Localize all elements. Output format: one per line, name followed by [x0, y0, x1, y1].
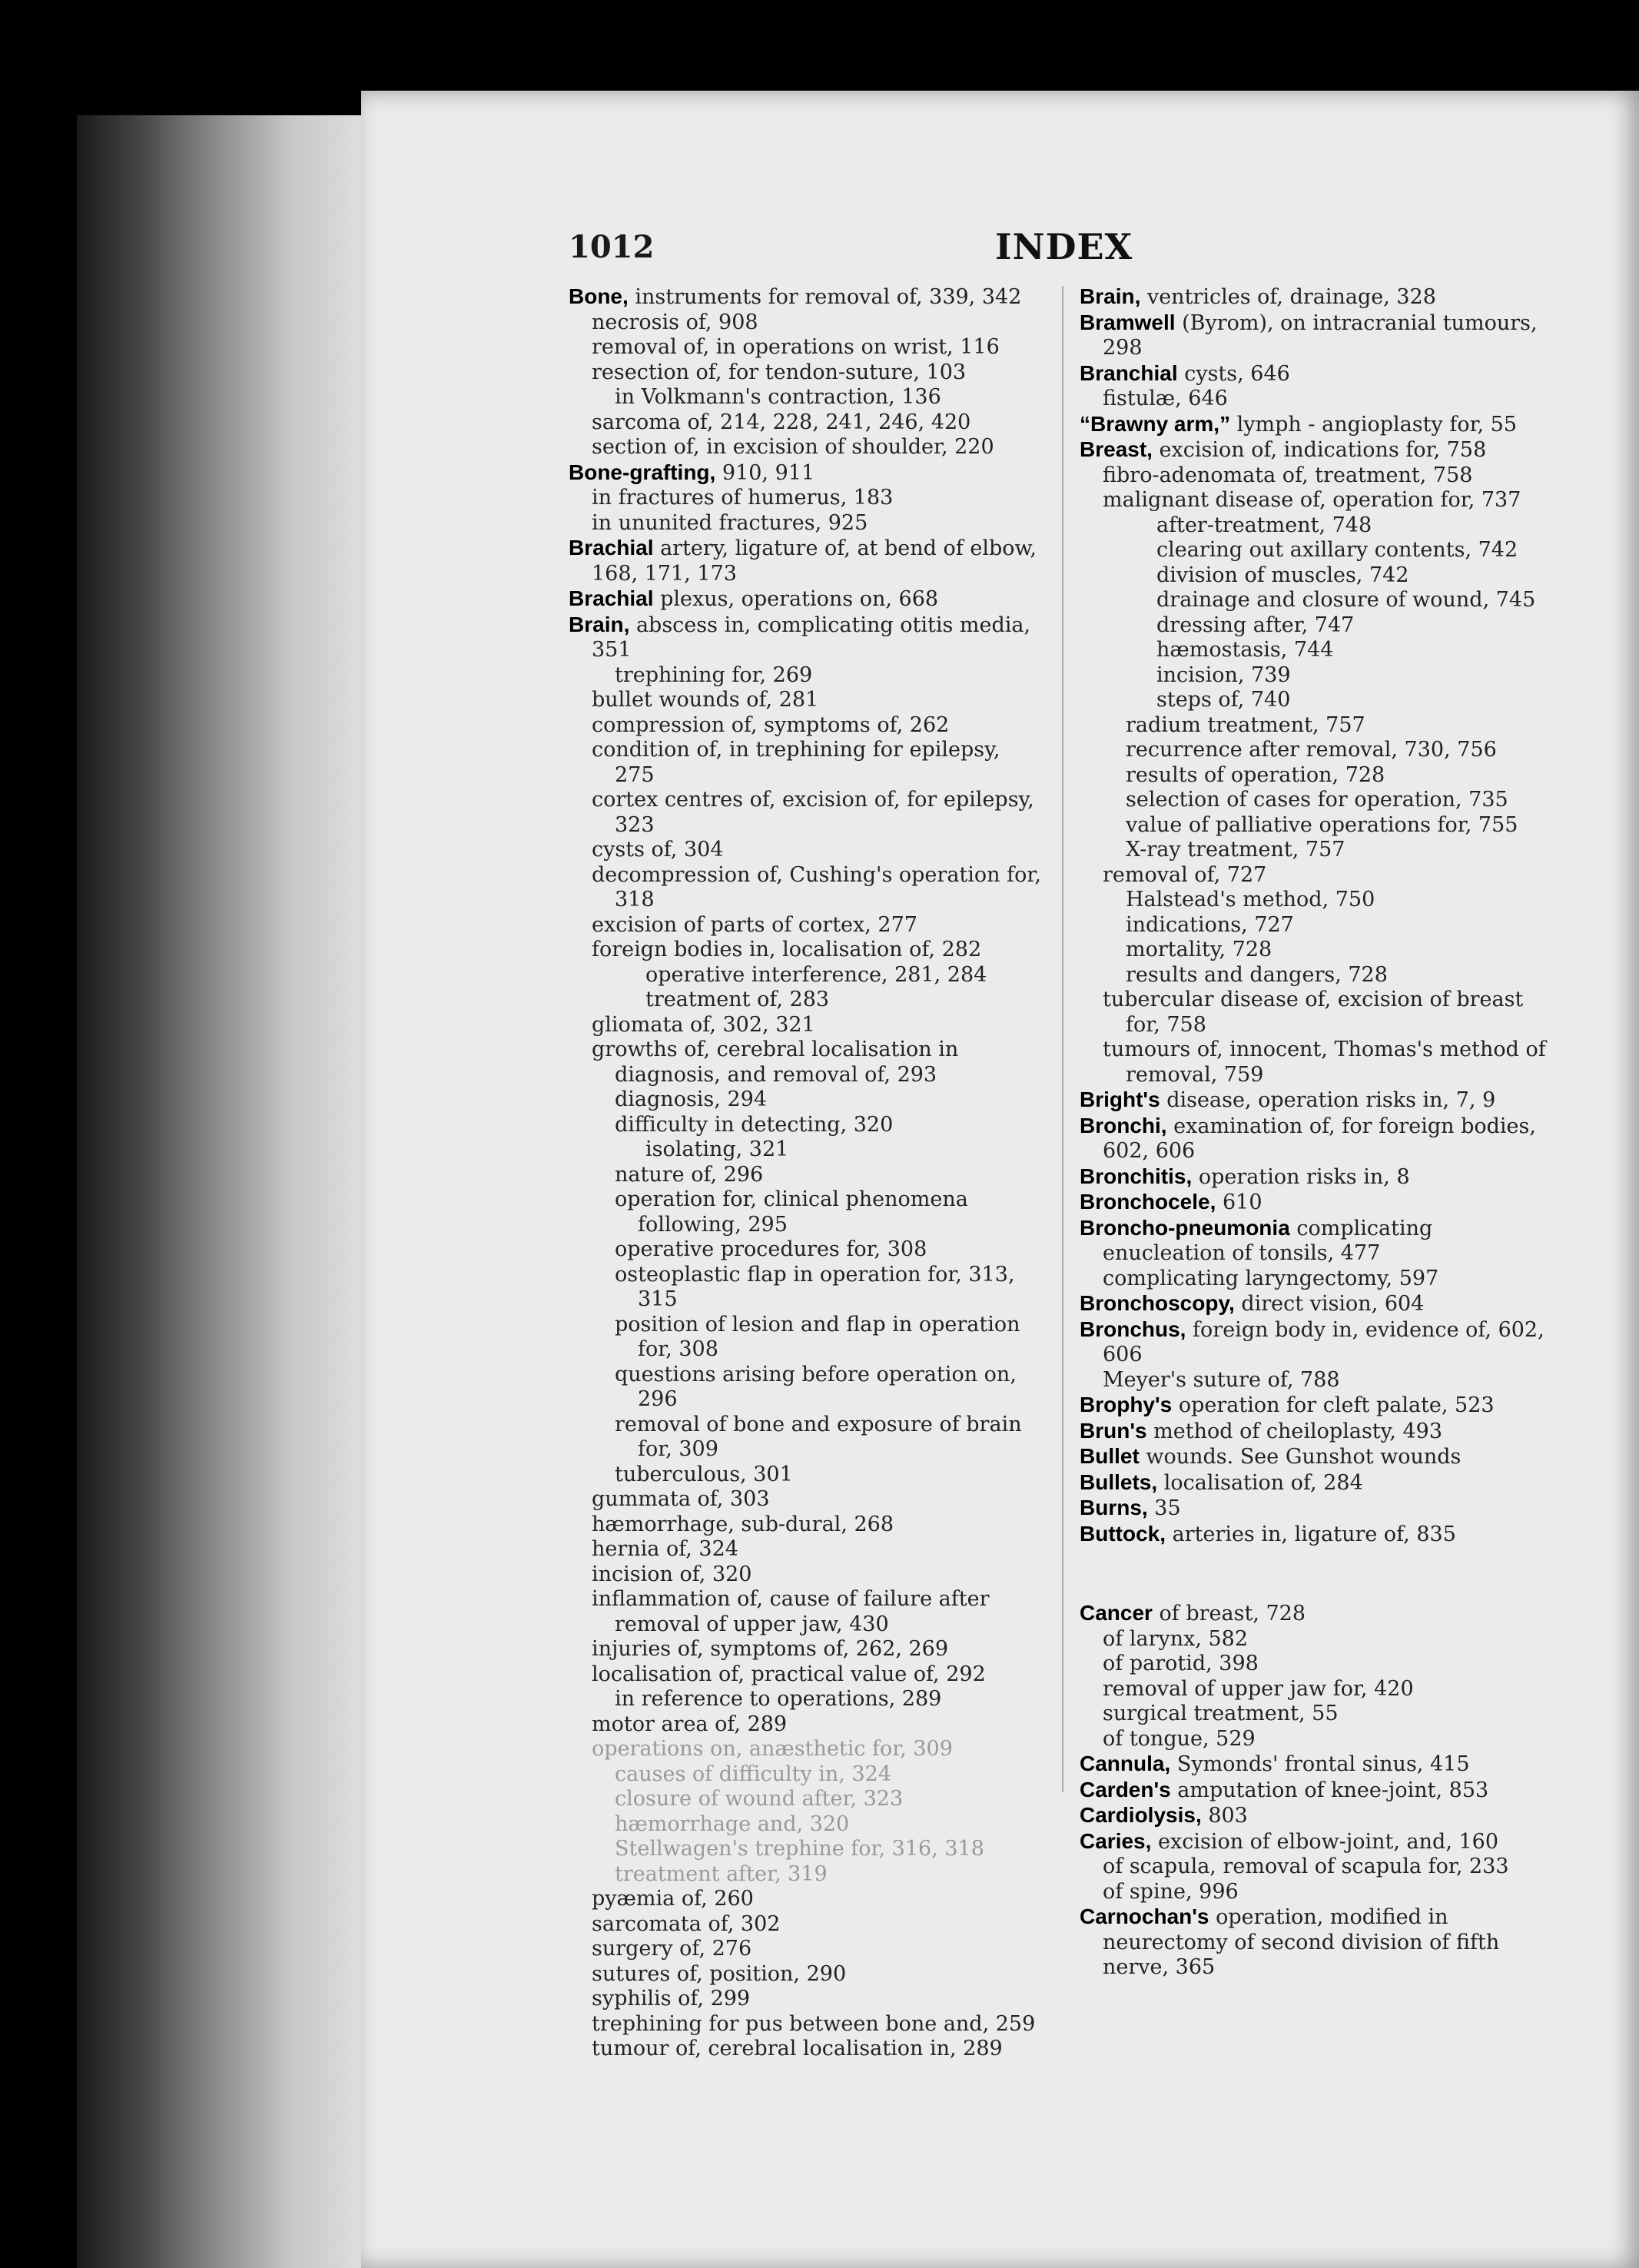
index-entry-text: after-treatment, 748 — [1156, 513, 1372, 537]
index-entry — [592, 511, 1045, 536]
index-heading: Bronchus, — [1080, 1317, 1186, 1341]
index-entry-text: operations on, anæsthetic for, 309 — [592, 1737, 953, 1761]
index-entry-text: clearing out axillary contents, 742 — [1156, 538, 1518, 562]
index-entry — [592, 1662, 1045, 1688]
index-entry — [1156, 613, 1556, 639]
index-heading: Brophy's — [1080, 1393, 1173, 1416]
index-entry-text: localisation of, practical value of, 292 — [592, 1662, 986, 1686]
index-entry — [1080, 437, 1556, 463]
index-entry-text: section of, in excision of shoulder, 220 — [592, 435, 994, 459]
index-entry — [1080, 1216, 1556, 1267]
page-header — [0, 226, 1639, 275]
index-entry — [1126, 938, 1556, 963]
index-heading: Carnochan's — [1080, 1904, 1209, 1928]
index-column-left — [569, 284, 1045, 2062]
index-entry-text: injuries of, symptoms of, 262, 269 — [592, 1637, 949, 1661]
index-entry-text: ventricles of, drainage, 328 — [1140, 285, 1436, 309]
index-entry-text: steps of, 740 — [1156, 688, 1291, 712]
index-heading: Bone-grafting, — [569, 460, 716, 484]
index-entry — [1103, 988, 1556, 1038]
index-entry — [592, 1887, 1045, 1912]
index-heading: Bronchitis, — [1080, 1164, 1193, 1188]
index-heading: Bullet — [1080, 1444, 1140, 1468]
index-entry — [592, 335, 1045, 360]
index-entry-text: lymph - angioplasty for, 55 — [1230, 412, 1518, 437]
index-heading: Brachial — [569, 536, 654, 560]
index-entry — [592, 1912, 1045, 1938]
index-entry — [645, 1137, 1045, 1163]
index-entry-text: causes of difficulty in, 324 — [615, 1762, 892, 1786]
index-entry-text: hæmostasis, 744 — [1156, 638, 1334, 662]
index-entry-text: cysts of, 304 — [592, 838, 724, 862]
index-entry-text: wounds. See Gunshot wounds — [1139, 1445, 1461, 1469]
index-entry — [1126, 888, 1556, 913]
index-entry-text: results of operation, 728 — [1126, 762, 1385, 787]
index-entry-text: mortality, 728 — [1126, 938, 1272, 961]
index-heading: Bright's — [1080, 1088, 1160, 1111]
index-entry-text: motor area of, 289 — [592, 1712, 788, 1736]
index-entry — [615, 1787, 1045, 1812]
index-entry-text: incision of, 320 — [592, 1562, 752, 1586]
index-entry-text: tubercular disease of, excision of breast for, 758 — [1103, 988, 1524, 1037]
index-entry — [1103, 863, 1556, 888]
index-entry — [615, 1762, 1045, 1788]
index-entry — [645, 963, 1045, 988]
index-heading: Cardiolysis, — [1080, 1803, 1202, 1827]
index-entry-text: operative procedures for, 308 — [615, 1237, 927, 1261]
index-entry — [1080, 412, 1556, 438]
index-entry — [569, 586, 1045, 613]
index-entry — [1126, 813, 1556, 838]
index-heading: Broncho-pneumonia — [1080, 1215, 1290, 1240]
index-entry-text: fistulæ, 646 — [1103, 387, 1228, 410]
index-entry — [1080, 1393, 1556, 1419]
index-entry-text: in reference to operations, 289 — [615, 1687, 942, 1711]
index-heading: Bronchoscopy, — [1080, 1291, 1235, 1315]
index-entry-text: sarcomata of, 302 — [592, 1911, 781, 1936]
index-entry-text: incision, 739 — [1156, 662, 1291, 687]
index-entry — [1103, 1627, 1556, 1652]
index-entry — [615, 1812, 1045, 1838]
index-entry — [1103, 1677, 1556, 1702]
index-heading: Brun's — [1080, 1418, 1147, 1443]
running-head: INDEX — [995, 226, 1133, 267]
index-entry-text: operation for cleft palate, 523 — [1172, 1393, 1495, 1417]
index-entry-text: direct vision, 604 — [1234, 1292, 1425, 1316]
index-entry — [615, 1837, 1045, 1862]
index-entry-text: recurrence after removal, 730, 756 — [1126, 738, 1497, 762]
index-entry-text: in ununited fractures, 925 — [592, 510, 868, 535]
index-entry-text: localisation of, 284 — [1157, 1470, 1363, 1495]
index-heading: Breast, — [1080, 437, 1153, 461]
index-entry — [1156, 688, 1556, 713]
index-heading: Burns, — [1080, 1496, 1148, 1519]
index-heading: Bronchocele, — [1080, 1190, 1216, 1214]
index-entry — [615, 1862, 1045, 1888]
index-entry-text: growths of, cerebral localisation in diagnosis, and removal of, 293 — [592, 1038, 959, 1087]
index-entry — [615, 1413, 1045, 1463]
index-entry-text: of breast, 728 — [1152, 1602, 1306, 1625]
index-entry-text: complicating laryngectomy, 597 — [1103, 1266, 1439, 1290]
index-entry — [1080, 1904, 1556, 1981]
index-entry — [615, 1113, 1045, 1138]
index-entry — [1080, 1444, 1556, 1470]
index-entry — [1103, 463, 1556, 489]
index-entry-text: in fractures of humerus, 183 — [592, 486, 894, 510]
index-entry — [645, 988, 1045, 1013]
index-entry-text: division of muscles, 742 — [1156, 563, 1409, 587]
index-entry — [592, 913, 1045, 938]
index-entry-text: Stellwagen's trephine for, 316, 318 — [615, 1837, 984, 1861]
index-entry — [592, 1637, 1045, 1662]
index-entry — [592, 788, 1045, 838]
index-heading: Branchial — [1080, 360, 1178, 385]
index-heading: Bone, — [569, 284, 629, 308]
index-entry-text: of scapula, removal of scapula for, 233 — [1103, 1855, 1509, 1878]
index-entry-text: diagnosis, 294 — [615, 1088, 767, 1111]
index-entry-text: abscess in, complicating otitis media, 351 — [592, 613, 1031, 662]
index-entry-text: nature of, 296 — [615, 1162, 764, 1187]
index-entry — [592, 2037, 1045, 2062]
index-entry — [1103, 1267, 1556, 1292]
index-entry-text: trephining for pus between bone and, 259 — [592, 2011, 1036, 2036]
index-heading: Buttock, — [1080, 1521, 1166, 1546]
index-entry-text: removal of upper jaw for, 420 — [1103, 1676, 1414, 1701]
index-entry — [592, 1962, 1045, 1987]
index-entry — [1080, 1291, 1556, 1317]
index-entry-text: decompression of, Cushing's operation for, 318 — [592, 862, 1041, 912]
index-entry — [1080, 1190, 1556, 1216]
index-entry — [592, 738, 1045, 788]
index-entry — [592, 310, 1045, 336]
index-entry — [1103, 387, 1556, 412]
index-entry-text: arteries in, ligature of, 835 — [1166, 1522, 1456, 1546]
index-column-right — [1080, 284, 1556, 1981]
index-entry-text: dressing after, 747 — [1156, 613, 1355, 637]
index-entry-text: amputation of knee-joint, 853 — [1170, 1778, 1489, 1802]
index-entry-text: isolating, 321 — [645, 1137, 789, 1161]
index-entry-text: radium treatment, 757 — [1126, 712, 1365, 737]
index-entry-text: Halstead's method, 750 — [1126, 888, 1375, 912]
index-entry-text: trephining for, 269 — [615, 662, 813, 687]
index-entry — [1080, 1088, 1556, 1114]
index-entry — [1080, 1601, 1556, 1627]
index-entry — [592, 1587, 1045, 1637]
index-entry-text: of larynx, 582 — [1103, 1626, 1249, 1651]
index-entry — [1080, 284, 1556, 310]
index-entry-text: results and dangers, 728 — [1126, 962, 1388, 987]
index-entry — [1080, 1317, 1556, 1368]
index-entry — [569, 536, 1045, 586]
book-page-edges — [77, 115, 384, 2268]
index-heading: Caries, — [1080, 1828, 1152, 1853]
index-entry-text: excision of parts of cortex, 277 — [592, 912, 917, 937]
index-entry-text: resection of, for tendon-suture, 103 — [592, 360, 967, 384]
index-entry-text: cysts, 646 — [1177, 361, 1290, 386]
index-entry — [1156, 588, 1556, 613]
index-entry — [1080, 1496, 1556, 1522]
index-heading: Brain, — [1080, 284, 1141, 308]
index-entry-text: syphilis of, 299 — [592, 1987, 751, 2011]
index-entry — [1103, 1702, 1556, 1727]
index-entry-text: questions arising before operation on, 296 — [615, 1362, 1017, 1411]
index-entry — [592, 486, 1045, 511]
index-entry-text: of parotid, 398 — [1103, 1652, 1259, 1675]
index-entry — [592, 863, 1045, 913]
index-entry — [592, 1513, 1045, 1538]
index-entry-text: method of cheiloplasty, 493 — [1146, 1419, 1443, 1443]
index-entry-text: Symonds' frontal sinus, 415 — [1170, 1752, 1470, 1776]
index-entry — [1080, 1522, 1556, 1548]
index-entry — [1103, 488, 1556, 513]
index-entry — [1156, 563, 1556, 589]
index-entry — [1126, 738, 1556, 763]
index-entry-text: value of palliative operations for, 755 — [1126, 812, 1518, 837]
index-entry-text: osteoplastic flap in operation for, 313, 315 — [615, 1262, 1015, 1311]
index-entry — [1126, 763, 1556, 789]
index-entry — [1103, 1855, 1556, 1880]
index-entry-text: tuberculous, 301 — [615, 1462, 793, 1486]
index-entry — [1156, 663, 1556, 689]
index-entry — [592, 1038, 1045, 1088]
index-entry-text: 910, 911 — [715, 460, 815, 485]
index-entry — [1080, 361, 1556, 387]
index-entry-text: complicating enucleation of tonsils, 477 — [1103, 1216, 1433, 1265]
index-entry — [615, 385, 1045, 410]
index-entry — [592, 360, 1045, 386]
index-entry — [615, 1088, 1045, 1113]
index-entry-text: gummata of, 303 — [592, 1487, 770, 1511]
index-heading: Bramwell — [1080, 310, 1176, 334]
index-entry-text: hæmorrhage, sub-dural, 268 — [592, 1512, 894, 1536]
index-entry — [1103, 1038, 1556, 1088]
index-entry — [1103, 1368, 1556, 1393]
index-entry-text: excision of, indications for, 758 — [1152, 438, 1487, 462]
index-entry — [1126, 913, 1556, 938]
index-entry-text: 803 — [1201, 1804, 1248, 1828]
index-heading: Bullets, — [1080, 1469, 1158, 1494]
index-entry-text: tumours of, innocent, Thomas's method of removal, 759 — [1103, 1038, 1546, 1087]
index-entry-text: foreign bodies in, localisation of, 282 — [592, 938, 982, 961]
index-entry — [615, 1363, 1045, 1413]
index-entry-text: sutures of, position, 290 — [592, 1961, 847, 1986]
index-entry — [592, 938, 1045, 963]
index-entry — [1080, 1752, 1556, 1778]
index-entry-text: treatment after, 319 — [615, 1861, 828, 1886]
index-entry — [1080, 1470, 1556, 1496]
index-entry-text: of tongue, 529 — [1103, 1726, 1256, 1751]
index-entry-text: X-ray treatment, 757 — [1126, 838, 1345, 862]
page-number: 1012 — [569, 229, 655, 265]
index-entry — [592, 1712, 1045, 1738]
index-entry — [592, 1013, 1045, 1038]
index-entry-text: operative interference, 281, 284 — [645, 962, 987, 987]
index-entry — [1126, 963, 1556, 988]
index-entry — [615, 1237, 1045, 1263]
index-entry-text: compression of, symptoms of, 262 — [592, 712, 950, 737]
index-entry-text: operation risks in, 8 — [1192, 1164, 1410, 1189]
index-entry — [592, 435, 1045, 460]
index-entry — [592, 1537, 1045, 1562]
index-entry — [615, 1313, 1045, 1363]
index-entry-text: instruments for removal of, 339, 342 — [628, 285, 1022, 309]
index-entry — [592, 1737, 1045, 1762]
index-entry — [592, 410, 1045, 436]
index-heading: Cancer — [1080, 1601, 1153, 1625]
index-heading: Cannula, — [1080, 1752, 1171, 1775]
index-entry — [592, 838, 1045, 863]
index-entry-text: in Volkmann's contraction, 136 — [615, 385, 941, 409]
index-entry — [1080, 310, 1556, 361]
index-entry-text: plexus, operations on, 668 — [653, 587, 939, 611]
index-entry-text: removal of, 727 — [1103, 862, 1267, 887]
index-entry-text: operation, modified in neurectomy of second division of fifth nerve, 365 — [1103, 1905, 1500, 1979]
index-entry-text: (Byrom), on intracranial tumours, 298 — [1103, 310, 1538, 360]
index-entry-text: removal of, in operations on wrist, 116 — [592, 335, 1000, 359]
index-entry — [1103, 1727, 1556, 1752]
index-heading: Brachial — [569, 586, 654, 610]
column-divider — [1062, 286, 1063, 1792]
index-entry-text: examination of, for foreign bodies, 602, 606 — [1103, 1114, 1536, 1163]
index-entry-text: drainage and closure of wound, 745 — [1156, 588, 1536, 612]
index-entry-text: disease, operation risks in, 7, 9 — [1160, 1088, 1496, 1112]
index-entry-text: bullet wounds of, 281 — [592, 688, 819, 712]
index-entry-text: cortex centres of, excision of, for epilepsy, 323 — [592, 788, 1034, 837]
index-entry-text: malignant disease of, operation for, 737 — [1103, 488, 1521, 512]
index-entry — [569, 460, 1045, 486]
index-entry-text: hæmorrhage and, 320 — [615, 1811, 850, 1836]
index-entry — [1126, 838, 1556, 863]
index-heading: Bronchi, — [1080, 1113, 1167, 1137]
index-entry-text: treatment of, 283 — [645, 988, 830, 1011]
index-entry-text: artery, ligature of, at bend of elbow, 168, 171, 173 — [592, 536, 1037, 586]
index-entry-text: difficulty in detecting, 320 — [615, 1112, 894, 1137]
index-entry — [592, 1562, 1045, 1588]
index-entry — [592, 1987, 1045, 2012]
index-entry — [592, 2012, 1045, 2037]
index-entry — [1080, 1829, 1556, 1855]
index-heading: Brain, — [569, 612, 630, 636]
index-entry-text: operation for, clinical phenomena following, 295 — [615, 1187, 968, 1237]
index-entry-text: surgery of, 276 — [592, 1937, 752, 1961]
index-entry — [1126, 713, 1556, 739]
index-entry — [1126, 788, 1556, 813]
index-entry — [615, 1187, 1045, 1237]
index-entry — [1080, 1419, 1556, 1445]
index-entry-text: tumour of, cerebral localisation in, 289 — [592, 2037, 1003, 2060]
index-entry — [615, 1163, 1045, 1188]
index-entry-text: gliomata of, 302, 321 — [592, 1012, 815, 1037]
index-entry — [1156, 638, 1556, 663]
index-entry-text: surgical treatment, 55 — [1103, 1702, 1339, 1725]
index-entry-text: of spine, 996 — [1103, 1879, 1239, 1904]
index-entry-text: 35 — [1147, 1496, 1181, 1520]
index-entry-text: indications, 727 — [1126, 912, 1294, 937]
index-entry-text: foreign body in, evidence of, 602, 606 — [1103, 1317, 1544, 1366]
index-heading: Carden's — [1080, 1777, 1171, 1801]
index-entry — [569, 613, 1045, 663]
index-entry-text: condition of, in trephining for epilepsy, 275 — [592, 738, 1000, 787]
index-entry-text: excision of elbow-joint, and, 160 — [1151, 1829, 1499, 1854]
index-entry-text: removal of bone and exposure of brain for, 309 — [615, 1412, 1022, 1461]
index-entry-text: sarcoma of, 214, 228, 241, 246, 420 — [592, 410, 971, 434]
index-entry-text: position of lesion and flap in operation for, 308 — [615, 1312, 1020, 1361]
index-entry-text: hernia of, 324 — [592, 1537, 738, 1561]
index-entry-text: necrosis of, 908 — [592, 310, 758, 334]
index-entry — [615, 1687, 1045, 1712]
index-entry-text: fibro-adenomata of, treatment, 758 — [1103, 463, 1473, 487]
index-entry — [592, 1487, 1045, 1513]
index-entry — [615, 663, 1045, 689]
index-entry — [1156, 538, 1556, 563]
index-heading: “Brawny arm,” — [1080, 411, 1231, 436]
index-entry-text: pyæmia of, 260 — [592, 1887, 754, 1911]
index-entry-text: selection of cases for operation, 735 — [1126, 788, 1508, 812]
index-entry-text: inflammation of, cause of failure after removal of upper jaw, 430 — [592, 1587, 990, 1636]
index-entry — [1156, 513, 1556, 539]
index-entry — [569, 284, 1045, 310]
index-entry — [615, 1263, 1045, 1313]
index-entry-text: 610 — [1216, 1190, 1262, 1214]
index-entry-text: Meyer's suture of, 788 — [1103, 1367, 1340, 1392]
index-entry — [1080, 1164, 1556, 1190]
index-entry — [1103, 1880, 1556, 1905]
index-entry — [592, 1937, 1045, 1962]
index-entry-text: closure of wound after, 323 — [615, 1787, 904, 1811]
index-entry — [592, 688, 1045, 713]
index-entry — [592, 713, 1045, 739]
index-entry — [1080, 1778, 1556, 1804]
index-entry — [1103, 1652, 1556, 1677]
index-entry — [1080, 1114, 1556, 1164]
index-entry — [1080, 1803, 1556, 1829]
index-section-gap — [1080, 1547, 1556, 1601]
index-entry — [615, 1463, 1045, 1488]
